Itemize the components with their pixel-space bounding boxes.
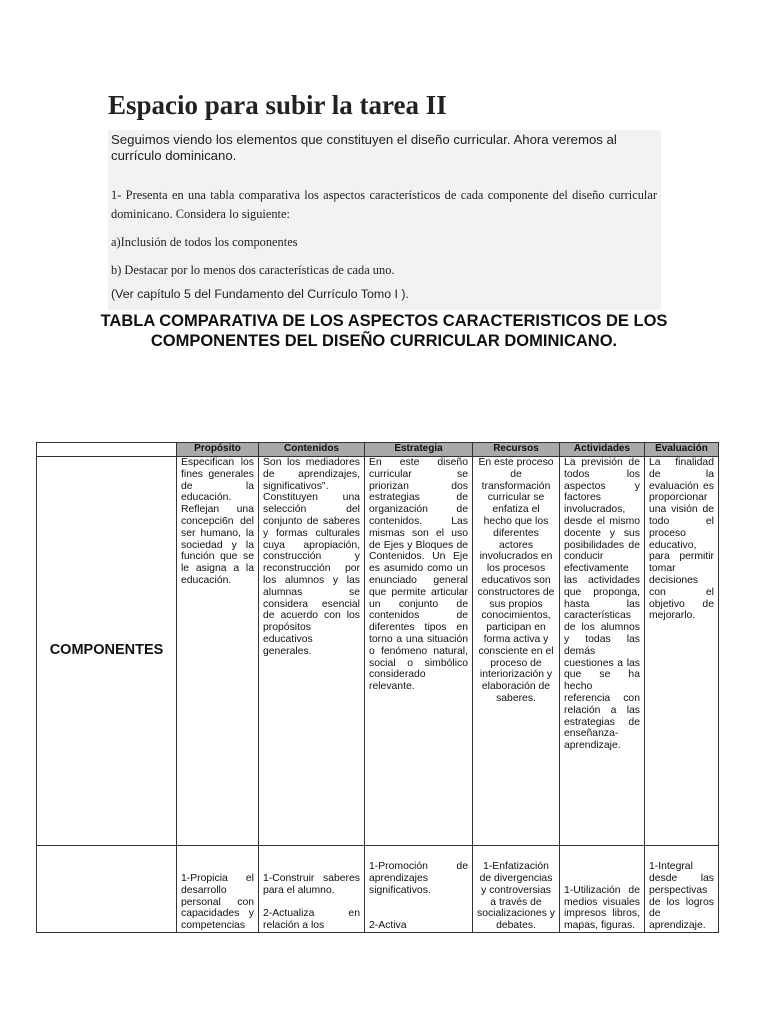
column-header: Evaluación: [645, 443, 719, 457]
column-header: Actividades: [560, 443, 645, 457]
table-header-row: [37, 443, 719, 457]
comparison-table: [36, 442, 719, 933]
column-header: Contenidos: [259, 443, 365, 457]
table-cell: La previsión de todos los aspectos y factores involucrados, desde el mismo docente y sus posibilidades de conducir efectivamente las actividades que proponga, hasta las características de los alumnos y todas las demás cuestiones a las que se ha hecho referencia con relación a las estrategias de enseñanza-aprendizaje.: [560, 457, 645, 846]
row-label: [37, 846, 177, 933]
table-cell: 1-Construir saberes para el alumno. 2-Actualiza en relación a los: [259, 846, 365, 933]
table-row: [37, 846, 719, 933]
table-row: [37, 457, 719, 846]
page-title: Espacio para subir la tarea II: [108, 90, 447, 120]
intro-text: Seguimos viendo los elementos que constituyen el diseño curricular. Ahora veremos al currículo dominicano.: [111, 132, 617, 163]
table-cell: 1-Integral desde las perspectivas de los logros de aprendizaje.: [645, 846, 719, 933]
table-heading: TABLA COMPARATIVA DE LOS ASPECTOS CARACTERISTICOS DE LOS COMPONENTES DEL DISEÑO CURRICULAR DOMINICANO.: [100, 312, 668, 350]
column-header: Recursos: [473, 443, 560, 457]
header-corner: [37, 443, 177, 457]
table-cell: 1-Propicia el desarrollo personal con capacidades y competencias: [177, 846, 259, 933]
instruction-b: b) Destacar por lo menos dos características de cada uno.: [111, 263, 395, 277]
table-cell: Son los mediadores de aprendizajes, significativos". Constituyen una selección del conjunto de saberes y formas culturales cuya apropiación, construcción y reconstrucción por los alumnos y las alumnas se considera esencial de acuerdo con los propósitos educativos generales.: [259, 457, 365, 846]
table-cell: En este diseño curricular se priorizan dos estrategias de organización de contenidos. Las mismas son el uso de Ejes y Bloques de Contenidos. Un Eje es asumido como un enunciado general que permite articular un conjunto de contenidos de diferentes tipos en torno a una situación o fenómeno natural, social o simbólico considerado relevante.: [365, 457, 473, 846]
chapter-reference: (Ver capítulo 5 del Fundamento del Currículo Tomo I ).: [111, 287, 409, 301]
table-cell: La finalidad de la evaluación es proporcionar una visión de todo el proceso educativo, para permitir tomar decisiones con el objetivo de mejorarlo.: [645, 457, 719, 846]
column-header: Propósito: [177, 443, 259, 457]
column-header: Estrategia: [365, 443, 473, 457]
instruction-a: a)Inclusión de todos los componentes: [111, 235, 298, 249]
table-cell: En este proceso de transformación curricular se enfatiza el hecho que los diferentes actores involucrados en los procesos educativos son constructores de sus propios conocimientos, participan en forma activa y consciente en el proceso de interiorización y elaboración de saberes.: [473, 457, 560, 846]
row-label: COMPONENTES: [37, 457, 177, 846]
table-cell: 1-Promoción de aprendizajes significativos. 2-Activa: [365, 846, 473, 933]
table-cell: Especifican los fines generales de la educación. Reflejan una concepci6n del ser humano, la sociedad y la función que se le asigna a la educación.: [177, 457, 259, 846]
instruction-1: 1- Presenta en una tabla comparativa los aspectos característicos de cada componente del diseño curricular dominicano. Considera lo siguiente:: [111, 188, 657, 221]
table-cell: 1-Utilización de medios visuales impresos libros, mapas, figuras.: [560, 846, 645, 933]
table-cell: 1-Enfatización de divergencias y controversias a través de socializaciones y debates.: [473, 846, 560, 933]
